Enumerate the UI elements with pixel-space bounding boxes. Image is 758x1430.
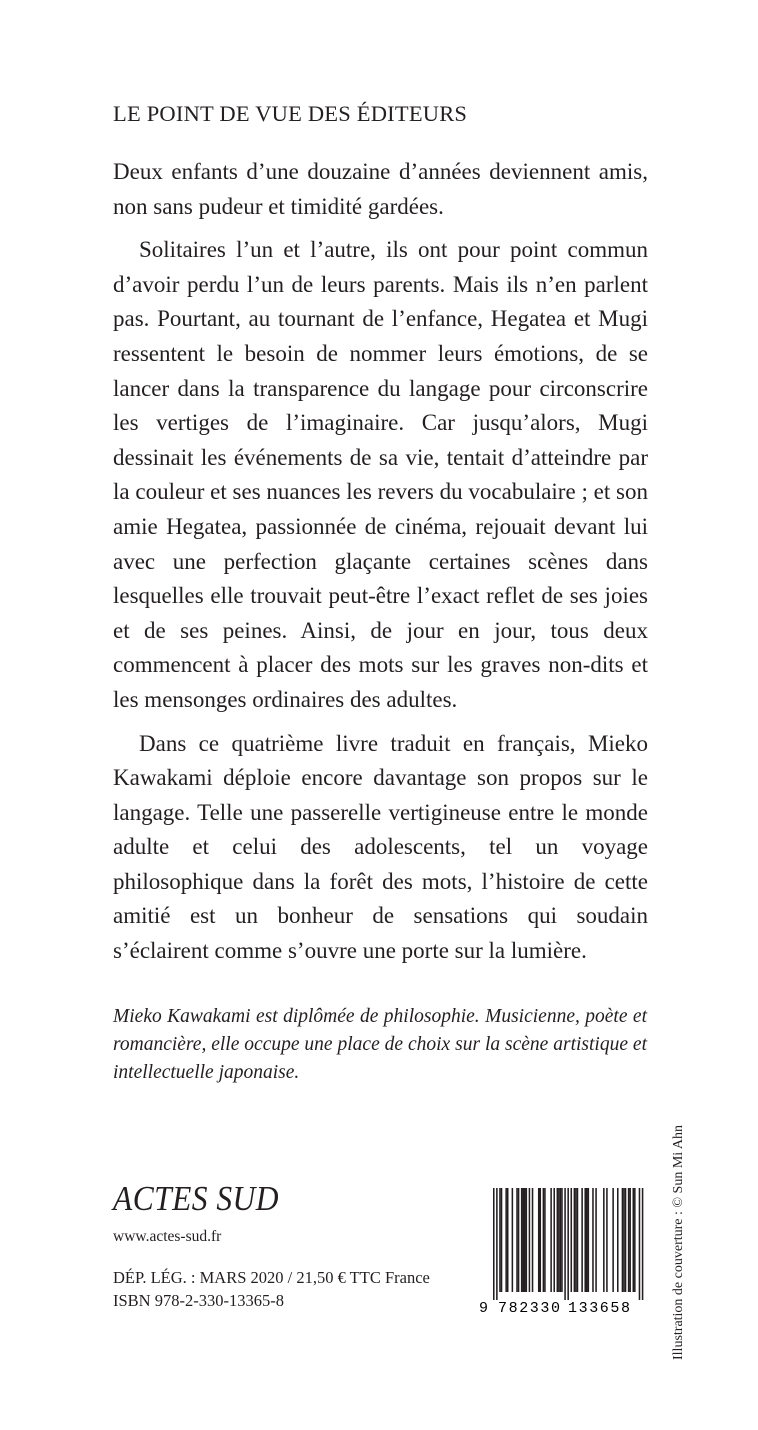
barcode-bar [516, 1188, 518, 1292]
barcode-bar [642, 1188, 644, 1300]
barcode-bar [633, 1188, 635, 1292]
barcode-bar [521, 1188, 523, 1292]
barcode-bar [553, 1188, 555, 1292]
barcode-bar [538, 1188, 540, 1292]
blurb-paragraph-1: Deux enfants d’une douzaine d’années deviennent amis, non sans pudeur et timidité gardées. [113, 159, 648, 219]
author-bio-text: Mieko Kawakami est diplômée de philosophie. Musicienne, poète et romancière, elle occupe une place de choix sur la scène artistique et intellectuelle japonaise. [113, 1006, 647, 1083]
isbn-barcode [476, 1186, 644, 1316]
barcode-bar [501, 1188, 503, 1292]
barcode-bar [529, 1188, 531, 1292]
section-heading: LE POINT DE VUE DES ÉDITEURS [113, 101, 468, 126]
barcode-bar [544, 1188, 546, 1292]
barcode-bar [595, 1188, 597, 1292]
barcode-bar [558, 1188, 560, 1292]
cover-credit: Illustration de couverture : © Sun Mi Ahn [671, 1125, 686, 1360]
barcode-bar [588, 1188, 590, 1292]
barcode-bar [586, 1188, 588, 1292]
barcode-bar [522, 1188, 524, 1292]
barcode-bar [571, 1188, 573, 1292]
legal-info [113, 1266, 430, 1312]
barcode-digits-right: 133658 [568, 1300, 632, 1316]
barcode-bar [496, 1188, 498, 1300]
barcode-bar [499, 1188, 501, 1292]
barcode-bar [512, 1188, 514, 1292]
barcode-bar [505, 1188, 507, 1292]
barcode-bar [526, 1188, 528, 1292]
author-bio [113, 1003, 647, 1087]
barcode-digits-left: 782330 [498, 1300, 562, 1316]
barcode-digit-first: 9 [479, 1300, 489, 1316]
barcode-bar [581, 1188, 583, 1292]
barcode-bar [540, 1188, 542, 1292]
barcode-bar [564, 1188, 566, 1300]
barcode-bar [532, 1188, 534, 1292]
barcode-bar [550, 1188, 552, 1292]
publisher-website: www.actes-sud.fr [113, 1228, 222, 1245]
barcode-bar [639, 1188, 641, 1300]
barcode-bar [557, 1188, 559, 1292]
barcode-bar [507, 1188, 509, 1292]
blurb [113, 155, 648, 978]
barcode-bar [574, 1188, 576, 1292]
barcode-bar [560, 1188, 562, 1292]
barcode-bar [543, 1188, 545, 1292]
blurb-paragraph-3: Dans ce quatrième livre traduit en français, Mieko Kawakami déploie encore davantage son propos sur le langage. Telle une passerelle vertigineuse entre le monde adulte et celui des adolescents, tel un voyage philosophique dans la forêt des mots, l’histoire de cette amitié est un bonheur de sensations qui soudain s’éclairent comme s’ouvre une porte sur la lumière. [113, 730, 648, 964]
barcode-bar [628, 1188, 630, 1292]
blurb-paragraph-2: Solitaires l’un et l’autre, ils ont pour point commun d’avoir perdu l’un de leurs parents. Mais ils n’en parlent pas. Pourtant, au tournant de l’enfance, Hegatea et Mugi ressentent le besoin de nommer leurs émotions, de se lancer dans la transparence du langage pour circonscrire les vertiges de l’imaginaire. Car jusqu’alors, Mugi dessinait les événements de sa vie, tentait d’atteindre par la couleur et ses nuances les revers du vocabulaire ; et son amie Hegatea, passionnée de cinéma, rejouait devant lui avec une perfection glaçante certaines scènes dans lesquelles elle trouvait peut-être l’exact reflet de ses joies et de ses peines. Ainsi, de jour en jour, tous deux commencent à placer des mots sur les graves non-dits et les mensonges ordinaires des adultes. [113, 237, 648, 712]
barcode-bar [584, 1188, 586, 1292]
barcode-bar [625, 1188, 627, 1292]
legal-deposit-price: DÉP. LÉG. : MARS 2020 / 21,50 € TTC France [113, 1268, 430, 1287]
barcode-bar [603, 1188, 605, 1292]
barcode-bar [623, 1188, 625, 1292]
barcode-bar [518, 1188, 520, 1292]
barcode-bar [561, 1188, 563, 1292]
barcode-bar [612, 1188, 614, 1292]
barcode-bar [577, 1188, 579, 1292]
barcode-bars [493, 1188, 643, 1300]
barcode-bar [629, 1188, 631, 1292]
barcode-bar [493, 1188, 495, 1300]
barcode-bar [592, 1188, 594, 1292]
barcode-bar [622, 1188, 624, 1292]
publisher-logo: ACTES SUD [113, 1179, 279, 1218]
isbn: ISBN 978-2-330-13365-8 [113, 1291, 284, 1310]
barcode-bar [634, 1188, 636, 1292]
barcode-bar [606, 1188, 608, 1292]
barcode-bar [575, 1188, 577, 1292]
barcode-bar [617, 1188, 619, 1292]
barcode-bar [524, 1188, 526, 1292]
barcode-bar [567, 1188, 569, 1300]
